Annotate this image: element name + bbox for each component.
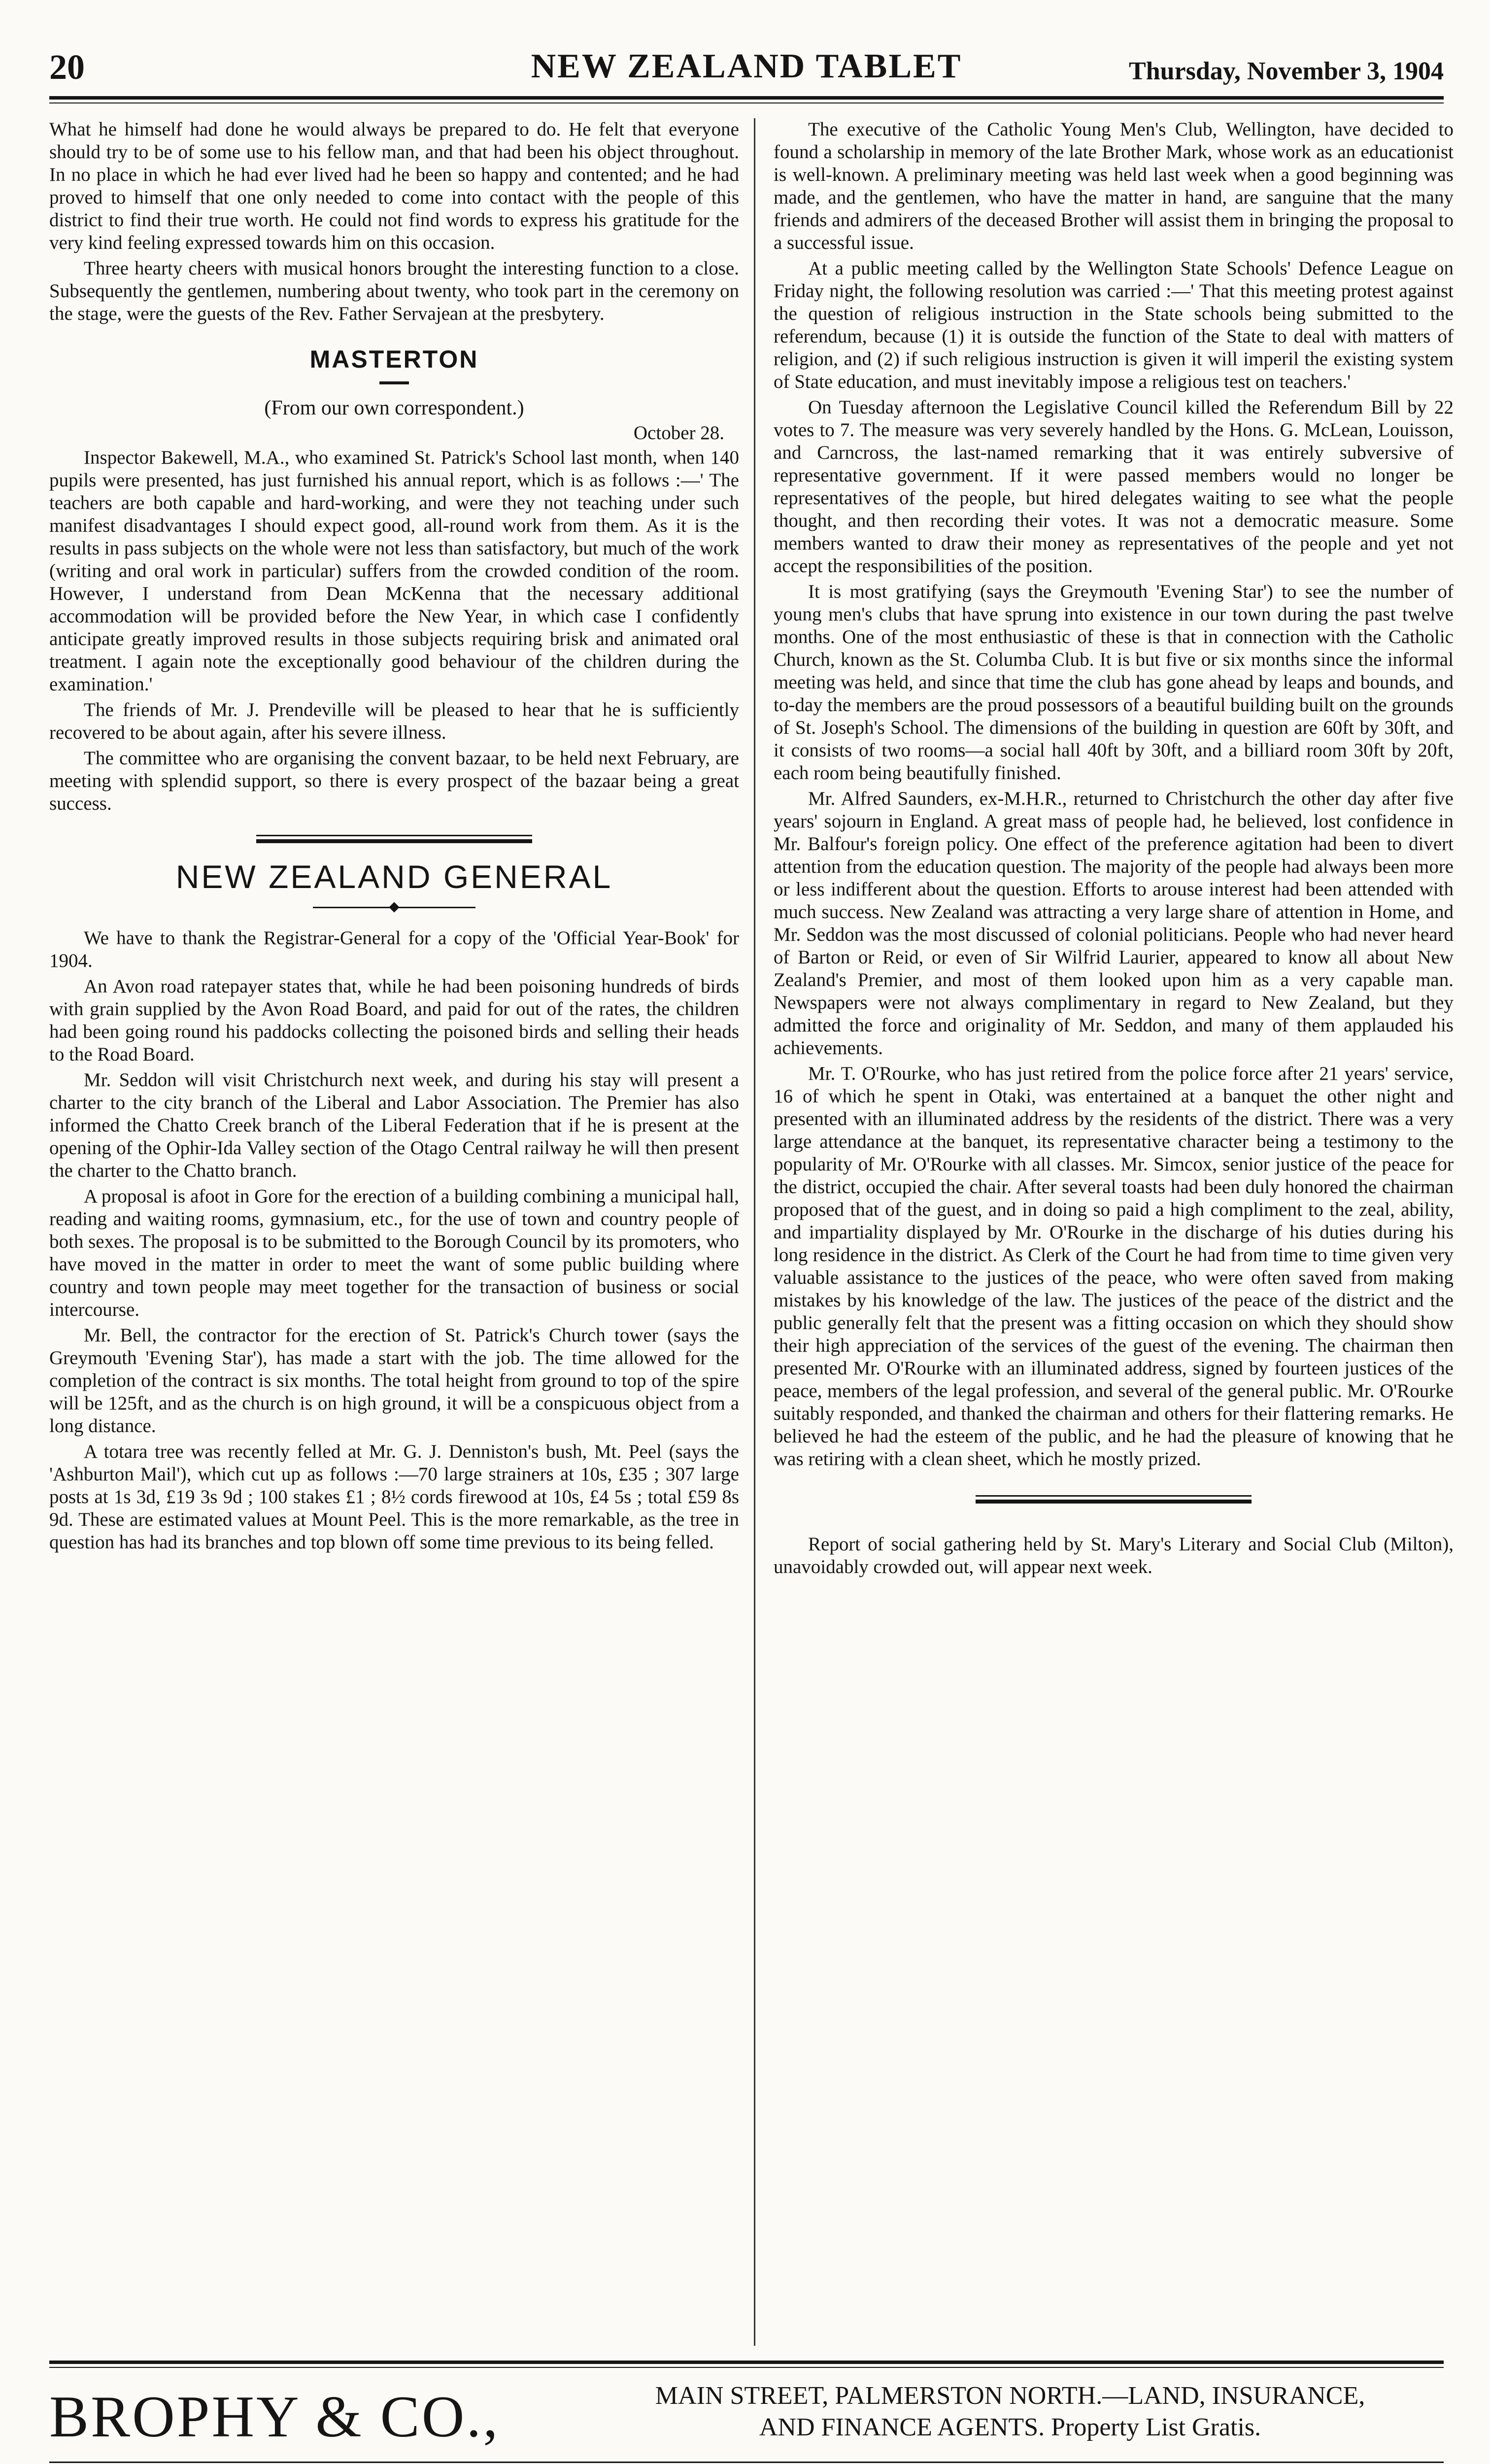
advertiser-address-line-1: MAIN STREET, PALMERSTON NORTH.—LAND, INSURANCE, — [655, 2382, 1365, 2410]
article-paragraph: The committee who are organising the convent bazaar, to be held next February, are meeting with splendid support, so there is every prospect of the bazaar being a great success. — [49, 748, 739, 814]
section-heading-nz-general: NEW ZEALAND GENERAL — [175, 858, 613, 895]
article-paragraph: A proposal is afoot in Gore for the erection of a building combining a municipal hall, reading and waiting rooms, gymnasium, etc., for the use of town and country people of both sexes. The proposal is to be submitted to the Borough Council by its promoters, who have moved in the matter in order to meet the want of some public building where country and town people may meet together for the transaction of business or social intercourse. — [49, 1186, 739, 1320]
footer-bottom-rule — [49, 2462, 1444, 2463]
advertiser-name: BROPHY & CO., — [49, 2384, 500, 2449]
article-paragraph: The friends of Mr. J. Prendeville will be pleased to hear that he is sufficiently recovered to be about again, after his severe illness. — [49, 699, 739, 743]
article-paragraph: It is most gratifying (says the Greymouth 'Evening Star') to see the number of young men's clubs that have sprung into existence in our town during the past twelve months. One of the most enthusiastic of these is that in connection with the Catholic Church, known as the St. Columba Club. It is but five or six months since the informal meeting was held, and since that time the club has gone ahead by leaps and bounds, and to-day the members are the proud possessors of a beautiful building built on the grounds of St. Joseph's School. The dimensions of the building in question are 60ft by 30ft, and it consists of two rooms—a social hall 40ft by 30ft, and a billiard room 30ft by 20ft, each room being beautifully finished. — [774, 581, 1454, 784]
article-paragraph: Mr. Seddon will visit Christchurch next week, and during his stay will present a charter to the city branch of the Liberal and Labor Association. The Premier has also informed the Chatto Creek branch of the Liberal Federation that if he is present at the opening of the Ophir-Ida Valley section of the Otago Central railway he will then present the charter to the Chatto branch. — [49, 1069, 739, 1181]
article-paragraph: Three hearty cheers with musical honors brought the interesting function to a close. Subsequently the gentlemen, numbering about twenty, who took part in the ceremony on the stage, were the guests of the Rev. Father Servajean at the presbytery. — [49, 258, 739, 324]
header-rule — [49, 96, 1444, 100]
article-paragraph: Mr. T. O'Rourke, who has just retired from the police force after 21 years' service, 16 of which he spent in Otaki, was entertained at a banquet the other night and presented with an illuminated address by the residents of the district. There was a very large attendance at the banquet, its representative character being a testimony to the popularity of Mr. O'Rourke with all classes. Mr. Simcox, senior justice of the peace for the district, occupied the chair. After several toasts had been duly honored the chairman proposed that of the guest, and in doing so paid a high compliment to the zeal, ability, and impartiality displayed by Mr. O'Rourke in the discharge of his duties during his long residence in the district. As Clerk of the Court he had from time to time given very valuable assistance to the justices of the peace, who were often saved from making mistakes by his knowledge of the law. The justices of the peace of the district and the public generally felt that the present was a fitting occasion on which they should show their high appreciation of the services of the guest of the evening. The chairman then presented Mr. O'Rourke with an illuminated address, signed by fourteen justices of the peace, members of the legal profession, and several of the general public. Mr. O'Rourke suitably responded, and thanked the chairman and others for their flattering remarks. He believed he had the esteem of the public, and he had the pleasure of knowing that he was retiring with a clean sheet, which he mostly prized. — [774, 1063, 1454, 1470]
article-paragraph: An Avon road ratepayer states that, while he had been poisoning hundreds of birds with grain supplied by the Avon Road Board, and paid for out of the rates, the children had been going round his paddocks collecting the poisoned birds and selling their heads to the Road Board. — [49, 976, 739, 1065]
advertiser-address-line-2: AND FINANCE AGENTS. Property List Gratis. — [759, 2413, 1261, 2441]
heading-dash — [379, 381, 409, 384]
section-separator — [976, 1495, 1252, 1504]
article-paragraph: A totara tree was recently felled at Mr. G. J. Denniston's bush, Mt. Peel (says the 'Ashburton Mail'), which cut up as follows :—70 large strainers at 10s, £35 ; 307 large posts at 1s 3d, £19 3s 9d ; 100 stakes £1 ; 8½ cords firewood at 10s, £4 5s ; total £59 8s 9d. These are estimated values at Mount Peel. This is the more remarkable, as the tree in question has had its branches and top blown off some time previous to its being felled. — [49, 1441, 739, 1553]
article-paragraph: We have to thank the Registrar-General for a copy of the 'Official Year-Book' for 1904. — [49, 927, 739, 971]
page-header — [49, 47, 1444, 101]
crowded-out-notice: Report of social gathering held by St. Mary's Literary and Social Club (Milton), unavoidably crowded out, will appear next week. — [774, 1534, 1454, 1577]
column-divider — [754, 118, 755, 2346]
article-paragraph: The executive of the Catholic Young Men's Club, Wellington, have decided to found a scholarship in memory of the late Brother Mark, whose work as an educationist is well-known. A preliminary meeting was held last week when a good beginning was made, and the gentlemen, who have the matter in hand, are sanguine that the many friends and admirers of the deceased Brother will assist them in bringing the proposal to a successful issue. — [774, 119, 1454, 253]
article-paragraph: Mr. Alfred Saunders, ex-M.H.R., returned to Christchurch the other day after five years' sojourn in England. A great mass of people had, he believed, lost confidence in Mr. Balfour's foreign policy. One effect of the preference agitation had been to divert attention from the education question. The majority of the people had always been more or less indifferent about the question. Efforts to arouse interest had been attended with much success. New Zealand was attracting a very large share of attention in Home, and Mr. Seddon was the most discussed of colonial politicians. People who had never heard of Barton or Reid, or even of Sir Wilfrid Laurier, appeared to know all about New Zealand's Premier, and most of them looked upon him as a very capable man. Newspapers were not always complimentary in regard to New Zealand, but they admitted the force and originality of Mr. Seddon, and many of them applauded his achievements. — [774, 788, 1454, 1059]
left-column — [49, 118, 739, 2346]
footer-rule — [49, 2361, 1444, 2364]
diamond-rule — [313, 902, 475, 912]
correspondent-line: (From our own correspondent.) — [264, 397, 524, 419]
advertiser-address — [574, 2380, 1446, 2443]
article-paragraph: On Tuesday afternoon the Legislative Council killed the Referendum Bill by 22 votes to 7. The measure was very severely handled by the Hons. G. McLean, Louisson, and Carncross, the last-named remarking that it was entirely subversive of representative government. If it were passed members would no longer be representatives of the people, but hired delegates waiting to see what the people thought, and then recording their votes. It was not a democratic measure. Some members wanted to draw their money as representatives of the people and yet not accept the responsibilities of the position. — [774, 397, 1454, 577]
section-heading-masterton: MASTERTON — [309, 345, 479, 373]
diamond-ornament-icon — [389, 902, 399, 912]
footer-rule-thin — [49, 2367, 1444, 2368]
dateline: October 28. — [633, 422, 724, 444]
article-paragraph: What he himself had done he would always be prepared to do. He felt that everyone should try to be of some use to his fellow man, and that had been his object throughout. In no place in which he had ever lived had he been so happy and contented; and he had proved to himself that one only needed to come into contact with the people of this district to find their true worth. He could not find words to express his gratitude for the very kind feeling expressed towards him on this occasion. — [49, 119, 739, 253]
page-number: 20 — [49, 47, 85, 87]
right-column — [774, 118, 1454, 2346]
publication-title: NEW ZEALAND TABLET — [531, 47, 962, 85]
section-separator — [256, 835, 532, 843]
article-paragraph: Inspector Bakewell, M.A., who examined St. Patrick's School last month, when 140 pupils were presented, has just furnished his annual report, which is as follows :—' The teachers are both capable and hard-working, and were they not teaching under such manifest disadvantages I should expect good, all-round work from them. As it is the results in pass subjects on the whole were not less than satisfactory, but much of the work (writing and oral work in particular) suffers from the crowded condition of the room. However, I understand from Dean McKenna that the necessary additional accommodation will be provided before the New Year, in which case I confidently anticipate greatly improved results in those subjects requiring brisk and animated oral treatment. I again note the exceptionally good behaviour of the children during the examination.' — [49, 447, 739, 695]
issue-date: Thursday, November 3, 1904 — [1129, 57, 1444, 85]
article-paragraph: At a public meeting called by the Wellington State Schools' Defence League on Friday night, the following resolution was carried :—' That this meeting protest against the question of religious instruction in the State schools being submitted to the referendum, because (1) it is outside the function of the State to deal with matters of religion, and (2) if such religious instruction is given it will imperil the existing system of State education, and must inevitably impose a religious test on teachers.' — [774, 258, 1454, 392]
article-paragraph: Mr. Bell, the contractor for the erection of St. Patrick's Church tower (says the Greymouth 'Evening Star'), has made a start with the job. The time allowed for the completion of the contract is six months. The total height from ground to top of the spire will be 125ft, and as the church is on high ground, it will be a conspicuous object from a long distance. — [49, 1325, 739, 1437]
